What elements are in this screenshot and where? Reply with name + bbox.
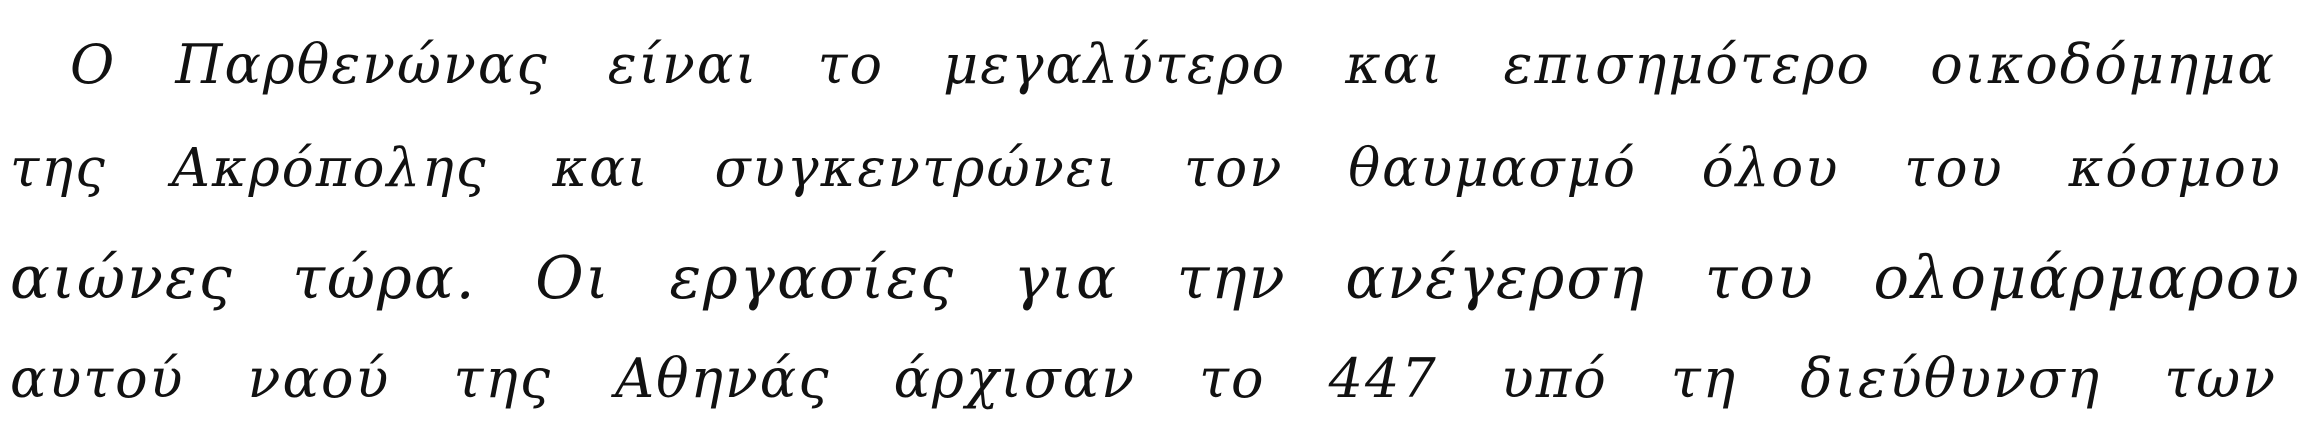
handwritten-line-2: της Ακρόπολης και συγκεντρώνει τον θαυμασμό όλου του κόσμου (10, 138, 2282, 199)
handwritten-line-3: αιώνες τώρα. Οι εργασίες για την ανέγερση του ολομάρμαρου (10, 243, 2302, 312)
handwritten-line-1: Ο Παρθενώνας είναι το μεγαλύτερο και επισημότερο οικοδόμημα (70, 33, 2276, 96)
handwritten-line-4: αυτού ναού της Αθηνάς άρχισαν το 447 υπό τη διεύθυνση των (10, 347, 2278, 410)
